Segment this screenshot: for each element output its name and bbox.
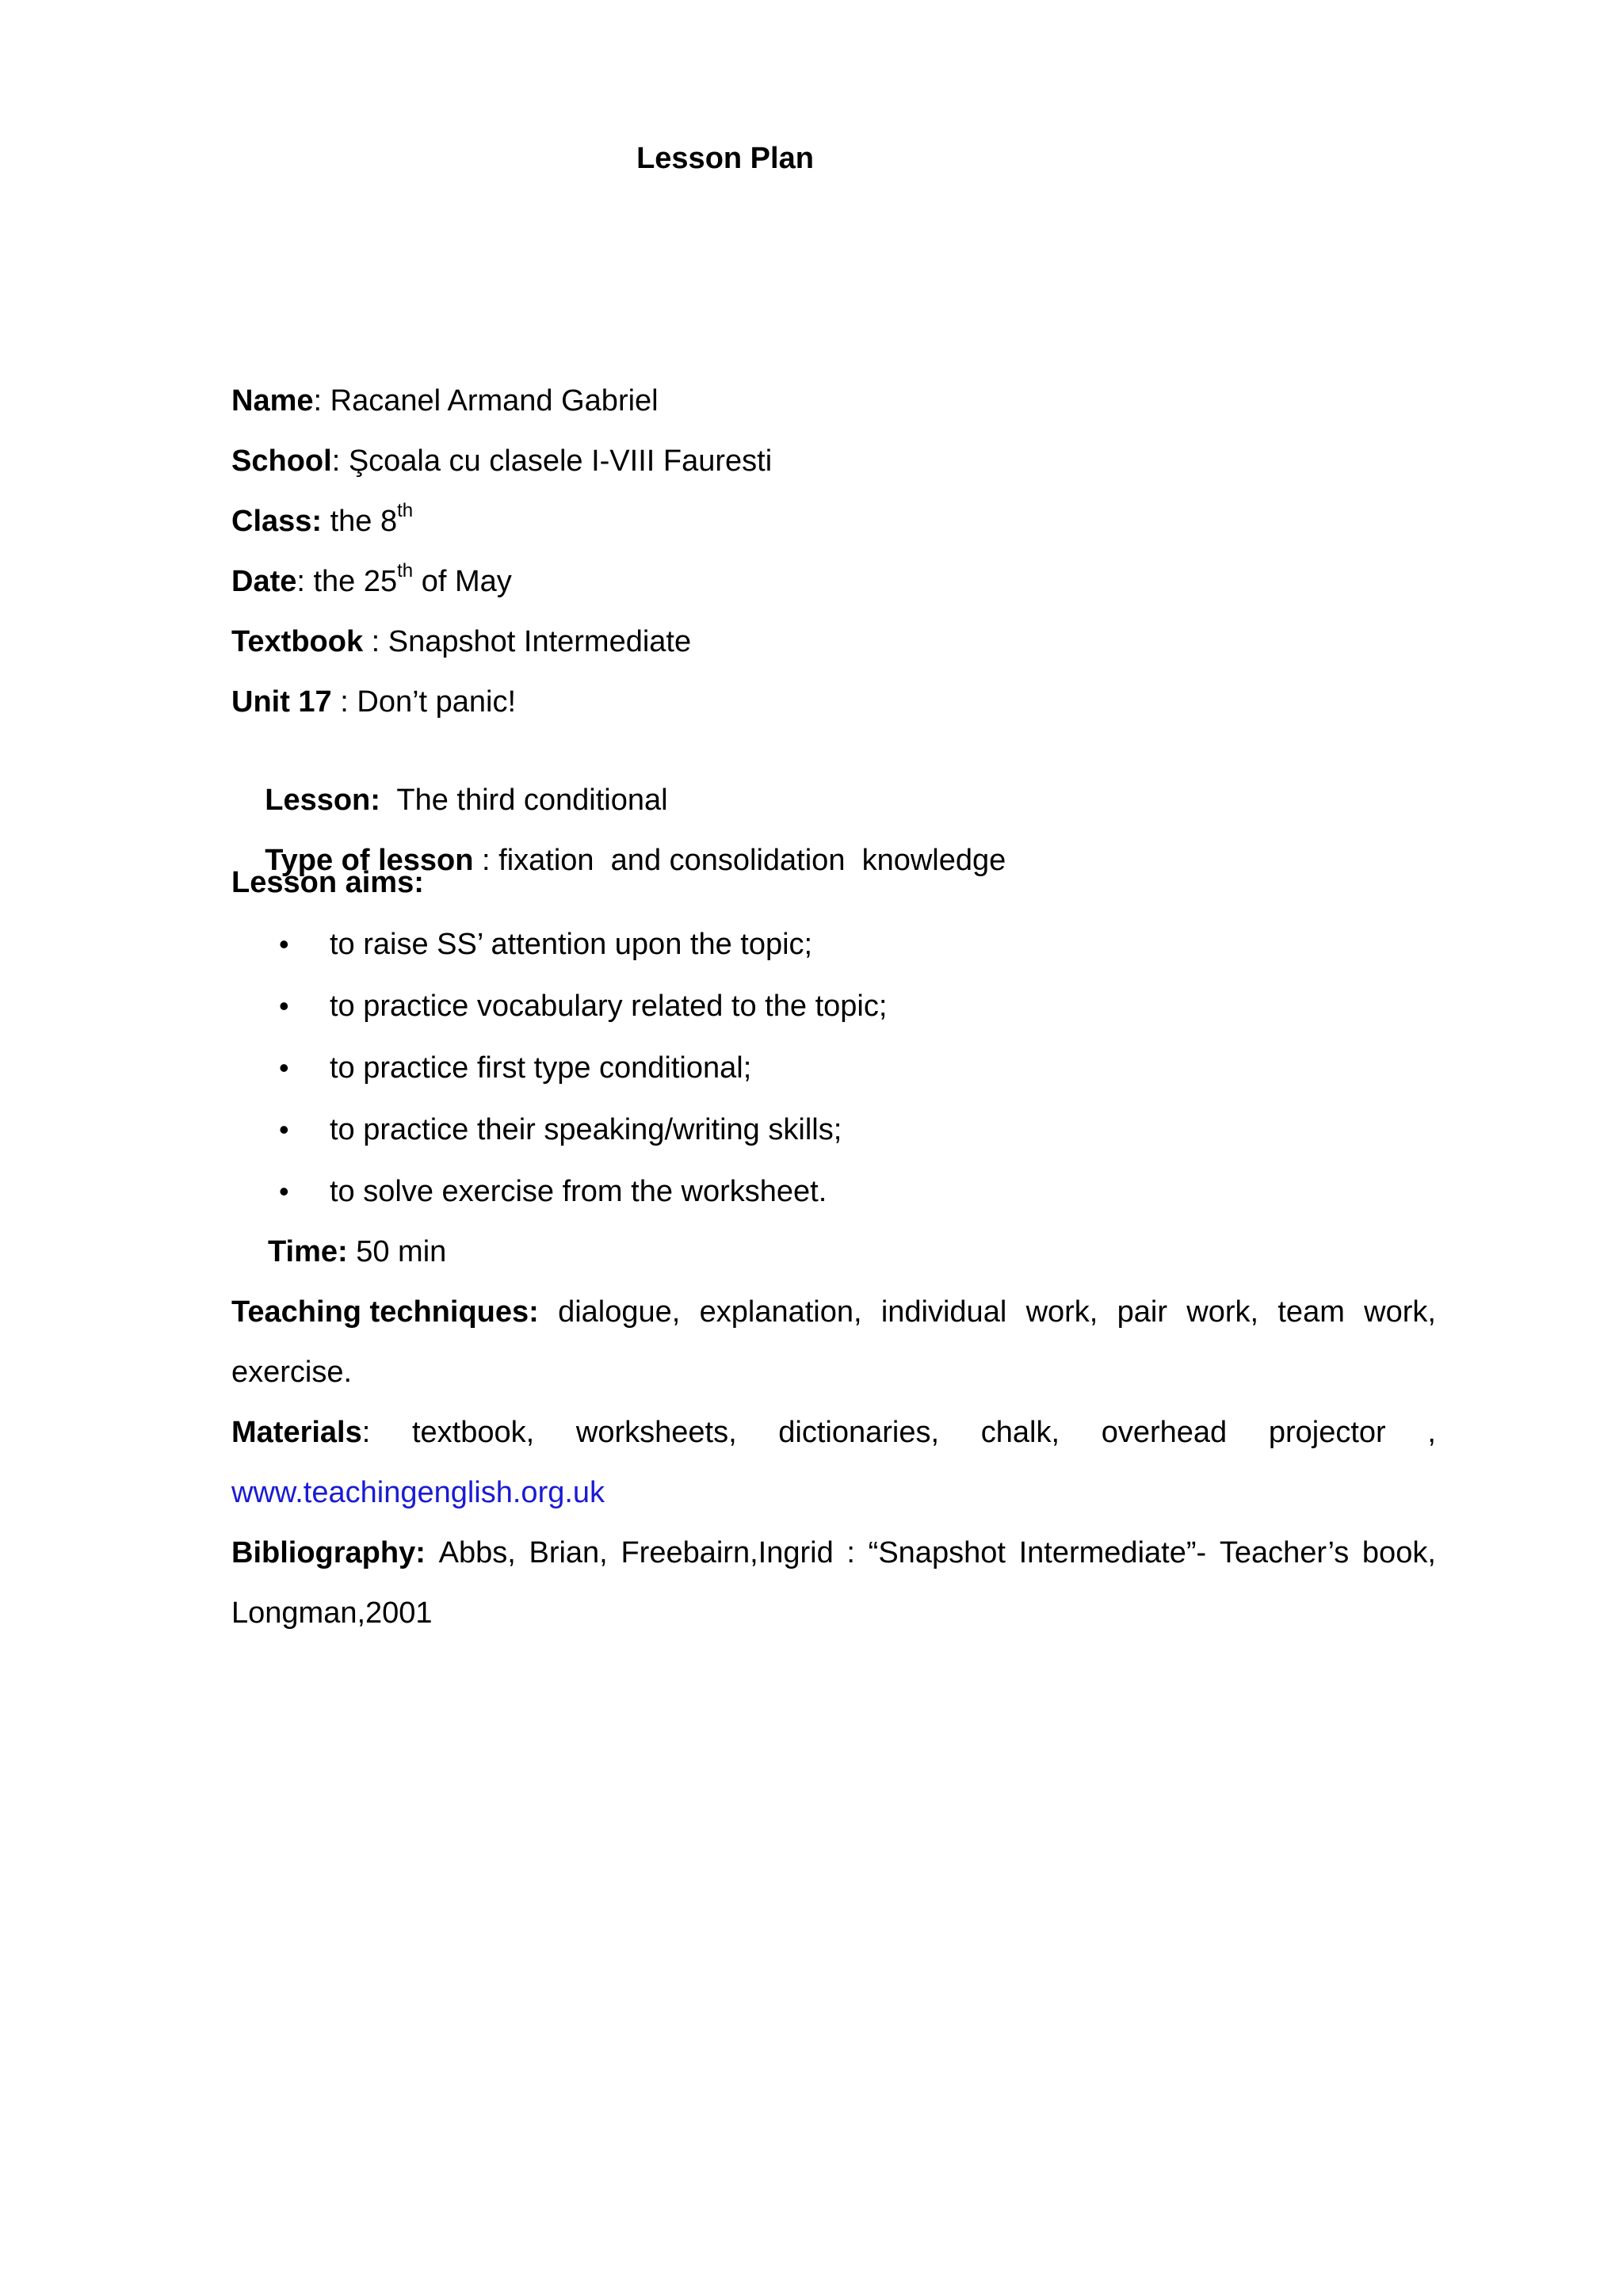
bullet-icon: • xyxy=(279,1113,289,1146)
school-separator: : xyxy=(331,444,349,478)
name-separator: : xyxy=(313,384,330,418)
unit-value: : Don’t panic! xyxy=(331,685,517,719)
material-word: textbook, xyxy=(411,1416,535,1449)
bibliography-line xyxy=(231,1534,1436,1572)
lesson-aim-item: to solve exercise from the worksheet. xyxy=(330,1175,827,1208)
materials-link-line xyxy=(231,1474,1436,1512)
bibliography-label: Bibliography: xyxy=(231,1536,426,1569)
school-field xyxy=(231,442,1436,480)
type-of-lesson-label: Type of lesson xyxy=(265,844,474,877)
material-word: : xyxy=(361,1416,371,1449)
bibliography-word: : xyxy=(846,1536,855,1569)
class-field xyxy=(231,502,1436,540)
bibliography-continuation: Longman,2001 xyxy=(231,1596,433,1630)
technique-word: pair xyxy=(1117,1295,1168,1329)
school-value: Şcoala cu clasele I-VIII Fauresti xyxy=(348,444,773,478)
lesson-aims-heading xyxy=(231,864,1436,902)
time-field xyxy=(268,1233,1472,1271)
bibliography-word: Brian, xyxy=(529,1536,608,1569)
material-word: overhead xyxy=(1101,1416,1228,1449)
technique-word: work, xyxy=(1025,1295,1098,1329)
time-label: Time: xyxy=(268,1235,348,1268)
bullet-icon: • xyxy=(279,1051,289,1084)
type-of-lesson-value: : fixation and consolidation knowledge xyxy=(473,844,1006,877)
lesson-aims-label: Lesson aims: xyxy=(231,866,424,899)
teaching-techniques-continuation: exercise. xyxy=(231,1356,353,1389)
lesson-label: Lesson: xyxy=(265,784,380,817)
name-field xyxy=(231,382,1436,420)
class-label: Class: xyxy=(231,505,323,538)
name-value: Racanel Armand Gabriel xyxy=(330,384,659,418)
lesson-value: The third conditional xyxy=(380,784,668,817)
material-word: , xyxy=(1427,1416,1436,1449)
materials-line xyxy=(231,1413,1436,1451)
date-superscript: th xyxy=(397,560,414,582)
technique-word: dialogue, xyxy=(558,1295,681,1329)
bibliography-word: book, xyxy=(1361,1536,1436,1569)
material-word: chalk, xyxy=(980,1416,1060,1449)
textbook-field xyxy=(231,623,1436,661)
name-label: Name xyxy=(231,384,314,418)
material-word: projector xyxy=(1268,1416,1386,1449)
teaching-techniques-label: Teaching techniques: xyxy=(231,1295,539,1329)
bibliography-word: “Snapshot xyxy=(868,1536,1006,1569)
teaching-techniques-line xyxy=(231,1293,1436,1331)
school-label: School xyxy=(231,444,332,478)
bullet-icon: • xyxy=(279,1175,289,1207)
class-superscript: th xyxy=(397,500,414,522)
date-value-end: of May xyxy=(413,565,512,598)
lesson-aim-item: to practice first type conditional; xyxy=(330,1051,752,1085)
unit-field xyxy=(231,683,1436,721)
class-value: the 8 xyxy=(322,505,398,538)
bibliography-word: Teacher’s xyxy=(1219,1536,1350,1569)
bibliography-word: Intermediate”- xyxy=(1018,1536,1207,1569)
time-value: 50 min xyxy=(347,1235,447,1268)
date-value-start: : the 25 xyxy=(296,565,398,598)
material-word: worksheets, xyxy=(575,1416,737,1449)
date-label: Date xyxy=(231,565,297,598)
lesson-aim-item: to practice vocabulary related to the topic; xyxy=(330,990,888,1023)
document-title: Lesson Plan xyxy=(636,142,814,175)
teachingenglish-link[interactable]: www.teachingenglish.org.uk xyxy=(231,1476,605,1509)
material-word: dictionaries, xyxy=(778,1416,940,1449)
unit-label: Unit 17 xyxy=(231,685,332,719)
textbook-value: : Snapshot Intermediate xyxy=(363,625,692,658)
textbook-label: Textbook xyxy=(231,625,364,658)
technique-word: team xyxy=(1277,1295,1345,1329)
lesson-aim-item: to practice their speaking/writing skills; xyxy=(330,1113,842,1146)
bullet-icon: • xyxy=(279,990,289,1022)
bibliography-word: Abbs, xyxy=(438,1536,516,1569)
materials-label: Materials xyxy=(231,1416,362,1449)
bullet-icon: • xyxy=(279,928,289,960)
date-field xyxy=(231,560,1436,601)
technique-word: explanation, xyxy=(699,1295,862,1329)
technique-word: work, xyxy=(1364,1295,1436,1329)
lesson-aim-item: to raise SS’ attention upon the topic; xyxy=(330,928,813,961)
technique-word: individual xyxy=(880,1295,1007,1329)
technique-word: work, xyxy=(1186,1295,1259,1329)
bibliography-word: Freebairn,Ingrid xyxy=(621,1536,834,1569)
